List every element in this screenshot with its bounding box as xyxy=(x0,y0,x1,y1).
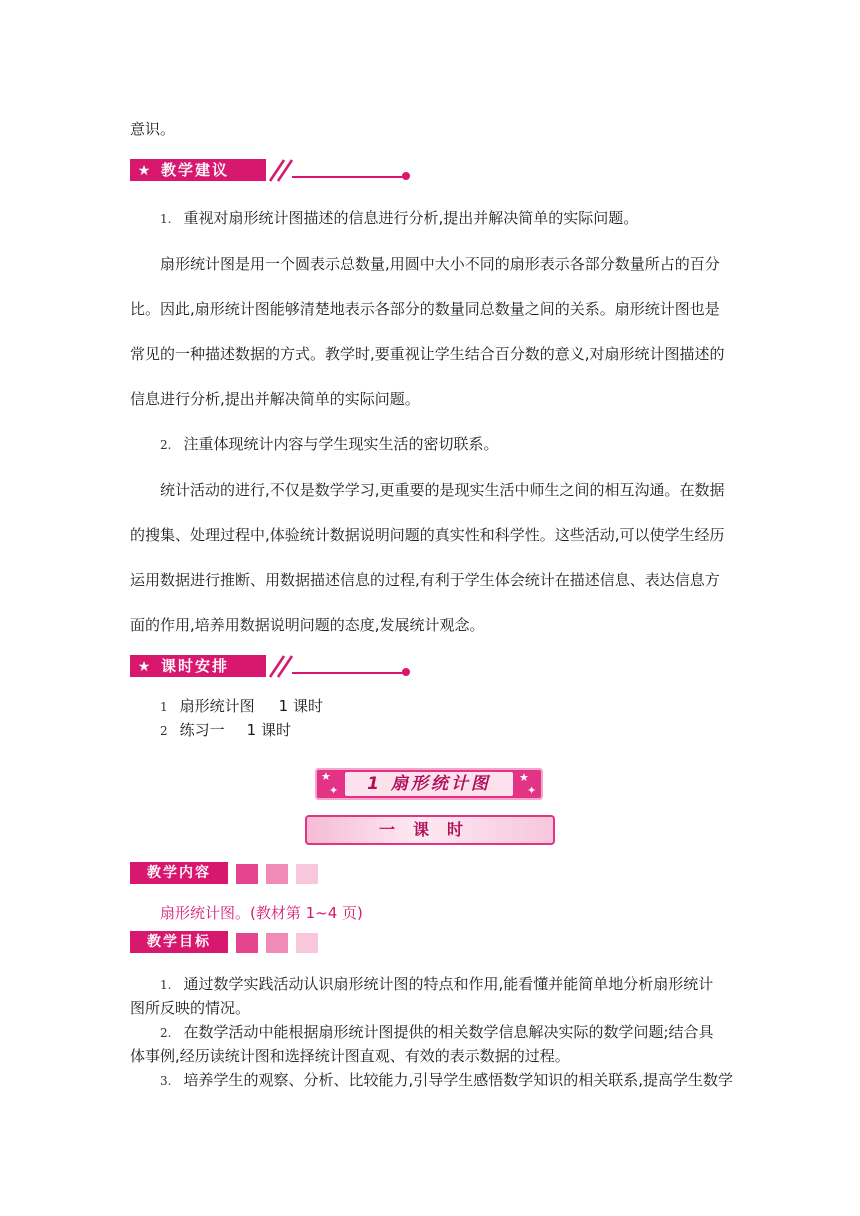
underline-divider xyxy=(292,672,406,674)
square-decoration xyxy=(236,864,258,884)
advice-paragraph-line: 面的作用,培养用数据说明问题的态度,发展统计观念。 xyxy=(130,616,485,634)
goal-item-3: 3. 培养学生的观察、分析、比较能力,引导学生感悟数学知识的相关联系,提高学生数学 xyxy=(160,1071,733,1089)
schedule-item: 1 扇形统计图 1 课时 xyxy=(160,697,323,715)
sparkle-icon: ★ xyxy=(321,770,331,783)
advice-paragraph-line: 运用数据进行推断、用数据描述信息的过程,有利于学生体会统计在描述信息、表达信息方 xyxy=(130,571,720,589)
square-decoration xyxy=(266,864,288,884)
section-header-advice xyxy=(130,155,412,185)
advice-paragraph-line: 扇形统计图是用一个圆表示总数量,用圆中大小不同的扇形表示各部分数量所占的百分 xyxy=(160,255,720,273)
sparkle-icon: ✦ xyxy=(329,784,339,797)
advice-paragraph-line: 统计活动的进行,不仅是数学学习,更重要的是现实生活中师生之间的相互沟通。在数据 xyxy=(160,481,725,499)
schedule-item: 2 练习一 1 课时 xyxy=(160,721,291,739)
section-header-schedule xyxy=(130,651,412,681)
goal-item-2: 2. 在数学活动中能根据扇形统计图提供的相关数学信息解决实际的数学问题;结合具 xyxy=(160,1023,714,1041)
lesson-title: 1 扇形统计图 xyxy=(345,772,513,796)
advice-paragraph-line: 的搜集、处理过程中,体验统计数据说明问题的真实性和科学性。这些活动,可以使学生经历 xyxy=(130,526,725,544)
sparkle-icon: ✦ xyxy=(527,784,537,797)
advice-item-1: 1. 重视对扇形统计图描述的信息进行分析,提出并解决简单的实际问题。 xyxy=(160,209,639,227)
lesson-period-banner: 一课时 xyxy=(305,815,555,845)
advice-paragraph-line: 比。因此,扇形统计图能够清楚地表示各部分的数量同总数量之间的关系。扇形统计图也是 xyxy=(130,300,720,318)
advice-paragraph-line: 信息进行分析,提出并解决简单的实际问题。 xyxy=(130,390,420,408)
dot-icon xyxy=(402,668,410,676)
square-decoration xyxy=(296,864,318,884)
content-text: 扇形统计图。(教材第 1~4 页) xyxy=(160,904,363,922)
square-decoration xyxy=(296,933,318,953)
lesson-title-banner xyxy=(315,768,543,800)
underline-divider xyxy=(292,176,406,178)
intro-tail-text: 意识。 xyxy=(130,120,176,138)
star-icon: ★ xyxy=(137,163,153,179)
goal-line: 图所反映的情况。 xyxy=(130,999,251,1017)
section-title: 课时安排 xyxy=(161,657,230,675)
goal-item-1: 1. 通过数学实践活动认识扇形统计图的特点和作用,能看懂并能简单地分析扇形统计 xyxy=(160,975,714,993)
star-icon: ★ xyxy=(137,659,153,675)
slash-decoration-icon xyxy=(266,157,296,183)
goal-line: 体事例,经历读统计图和选择统计图直观、有效的表示数据的过程。 xyxy=(130,1047,570,1065)
sparkle-icon: ★ xyxy=(519,771,529,784)
advice-paragraph-line: 常见的一种描述数据的方式。教学时,要重视让学生结合百分数的意义,对扇形统计图描述的 xyxy=(130,345,725,363)
slash-decoration-icon xyxy=(266,653,296,679)
section-title: 教学建议 xyxy=(161,161,230,179)
square-decoration xyxy=(236,933,258,953)
dot-icon xyxy=(402,172,410,180)
square-decoration xyxy=(266,933,288,953)
advice-item-2: 2. 注重体现统计内容与学生现实生活的密切联系。 xyxy=(160,435,499,453)
